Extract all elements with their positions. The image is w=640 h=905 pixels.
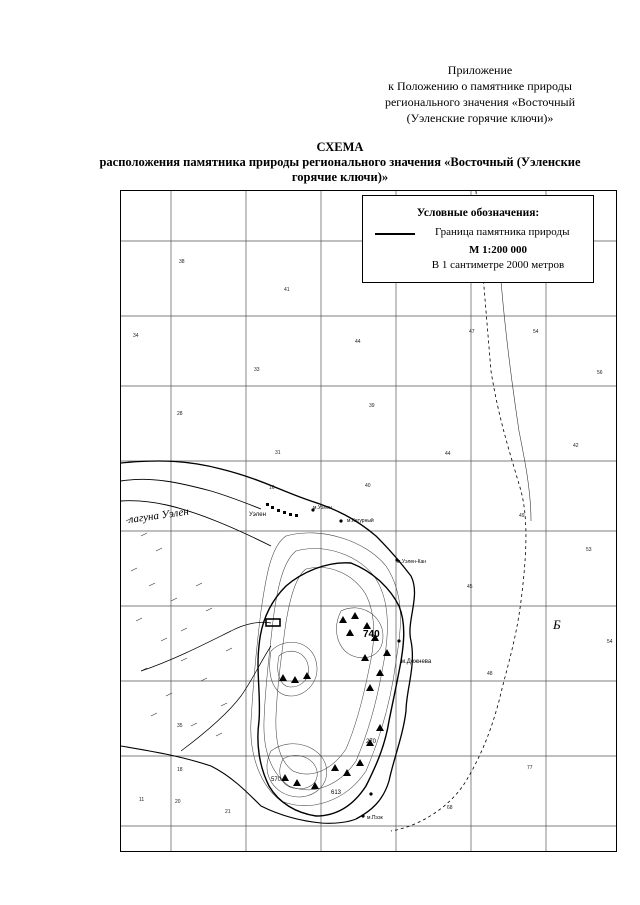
grid-number: 42	[573, 443, 579, 449]
title-line-3: горячие ключи)»	[291, 170, 389, 184]
grid-number: 56	[597, 370, 603, 376]
grid-number: 21	[225, 809, 231, 815]
peak-613-label: 613	[331, 790, 342, 796]
grid-number: 28	[177, 411, 183, 417]
region-letter-label: Б	[553, 617, 561, 632]
contour-lines	[251, 533, 401, 806]
grid-number: 20	[175, 799, 181, 805]
map-frame	[120, 190, 617, 852]
grid-number: 44	[355, 339, 361, 345]
grid-number: 31	[275, 450, 281, 456]
grid-number: 47	[469, 329, 475, 335]
grid-number: 44	[445, 451, 451, 457]
lagoon-label: лагуна Уэлен	[127, 505, 190, 526]
grid-number: 53	[586, 547, 592, 553]
cape-peek-label: м.Пээк	[367, 815, 383, 821]
grid-number: 16	[269, 485, 275, 491]
appendix-line-3: регионального значения «Восточный	[384, 95, 576, 109]
settlement-label: Уэлен	[249, 512, 266, 518]
legend-title: Условные обозначения:	[416, 207, 540, 219]
grid-number: 40	[365, 483, 371, 489]
grid-number: 38	[179, 259, 185, 265]
appendix-line-1: Приложение	[447, 63, 513, 77]
grid-number: 34	[133, 333, 139, 339]
title-line-2: расположения памятника природы регионального значения «Восточный (Уэленские	[99, 155, 581, 169]
cape-kegurnyi-label: м.Кегурный	[347, 518, 374, 524]
grid-number: 45	[467, 584, 473, 590]
grid-number: 18	[177, 767, 183, 773]
grid-numbers	[133, 259, 613, 815]
title-line-1: СХЕМА	[316, 140, 364, 154]
grid-number: 77	[527, 765, 533, 771]
grid-number: 35	[177, 723, 183, 729]
appendix-line-2: к Положению о памятнике природы	[388, 79, 572, 93]
boundary-line-label: Граница памятника природы	[435, 226, 570, 238]
appendix-line-4: (Уэленские горячие ключи)»	[406, 111, 554, 125]
peak-270-label: 270	[366, 739, 377, 745]
cape-dezhneva-label: м.Дежнева	[401, 659, 432, 665]
grid-number: 48	[487, 671, 493, 677]
grid-number: 49	[519, 513, 525, 519]
grid-number: 39	[369, 403, 375, 409]
map-scale-note: В 1 сантиметре 2000 метров	[431, 259, 565, 271]
grid-number: 11	[139, 797, 145, 803]
boundary-line-symbol	[375, 233, 415, 235]
appendix-header	[300, 62, 640, 126]
topographic-map	[121, 191, 617, 852]
peak-570-label: 570	[271, 777, 282, 783]
peak-740-label: 740	[363, 629, 380, 640]
cape-uelen-label: м.Уэлен	[313, 505, 332, 511]
grid-number: 54	[533, 329, 539, 335]
grid-number: 33	[254, 367, 260, 373]
map-scale: М 1:200 000	[468, 244, 528, 256]
document-title	[60, 140, 620, 185]
terrain-hatching	[126, 518, 232, 736]
cape-uelen-east-label: м.Уэлен-Кан	[397, 559, 427, 565]
grid-number: 41	[284, 287, 290, 293]
track-line	[141, 622, 271, 671]
legend-box	[362, 195, 594, 283]
grid-number: 68	[447, 805, 453, 811]
sea-dashed-line	[391, 191, 526, 831]
grid-number: 54	[607, 639, 613, 645]
map-labels	[127, 505, 561, 821]
